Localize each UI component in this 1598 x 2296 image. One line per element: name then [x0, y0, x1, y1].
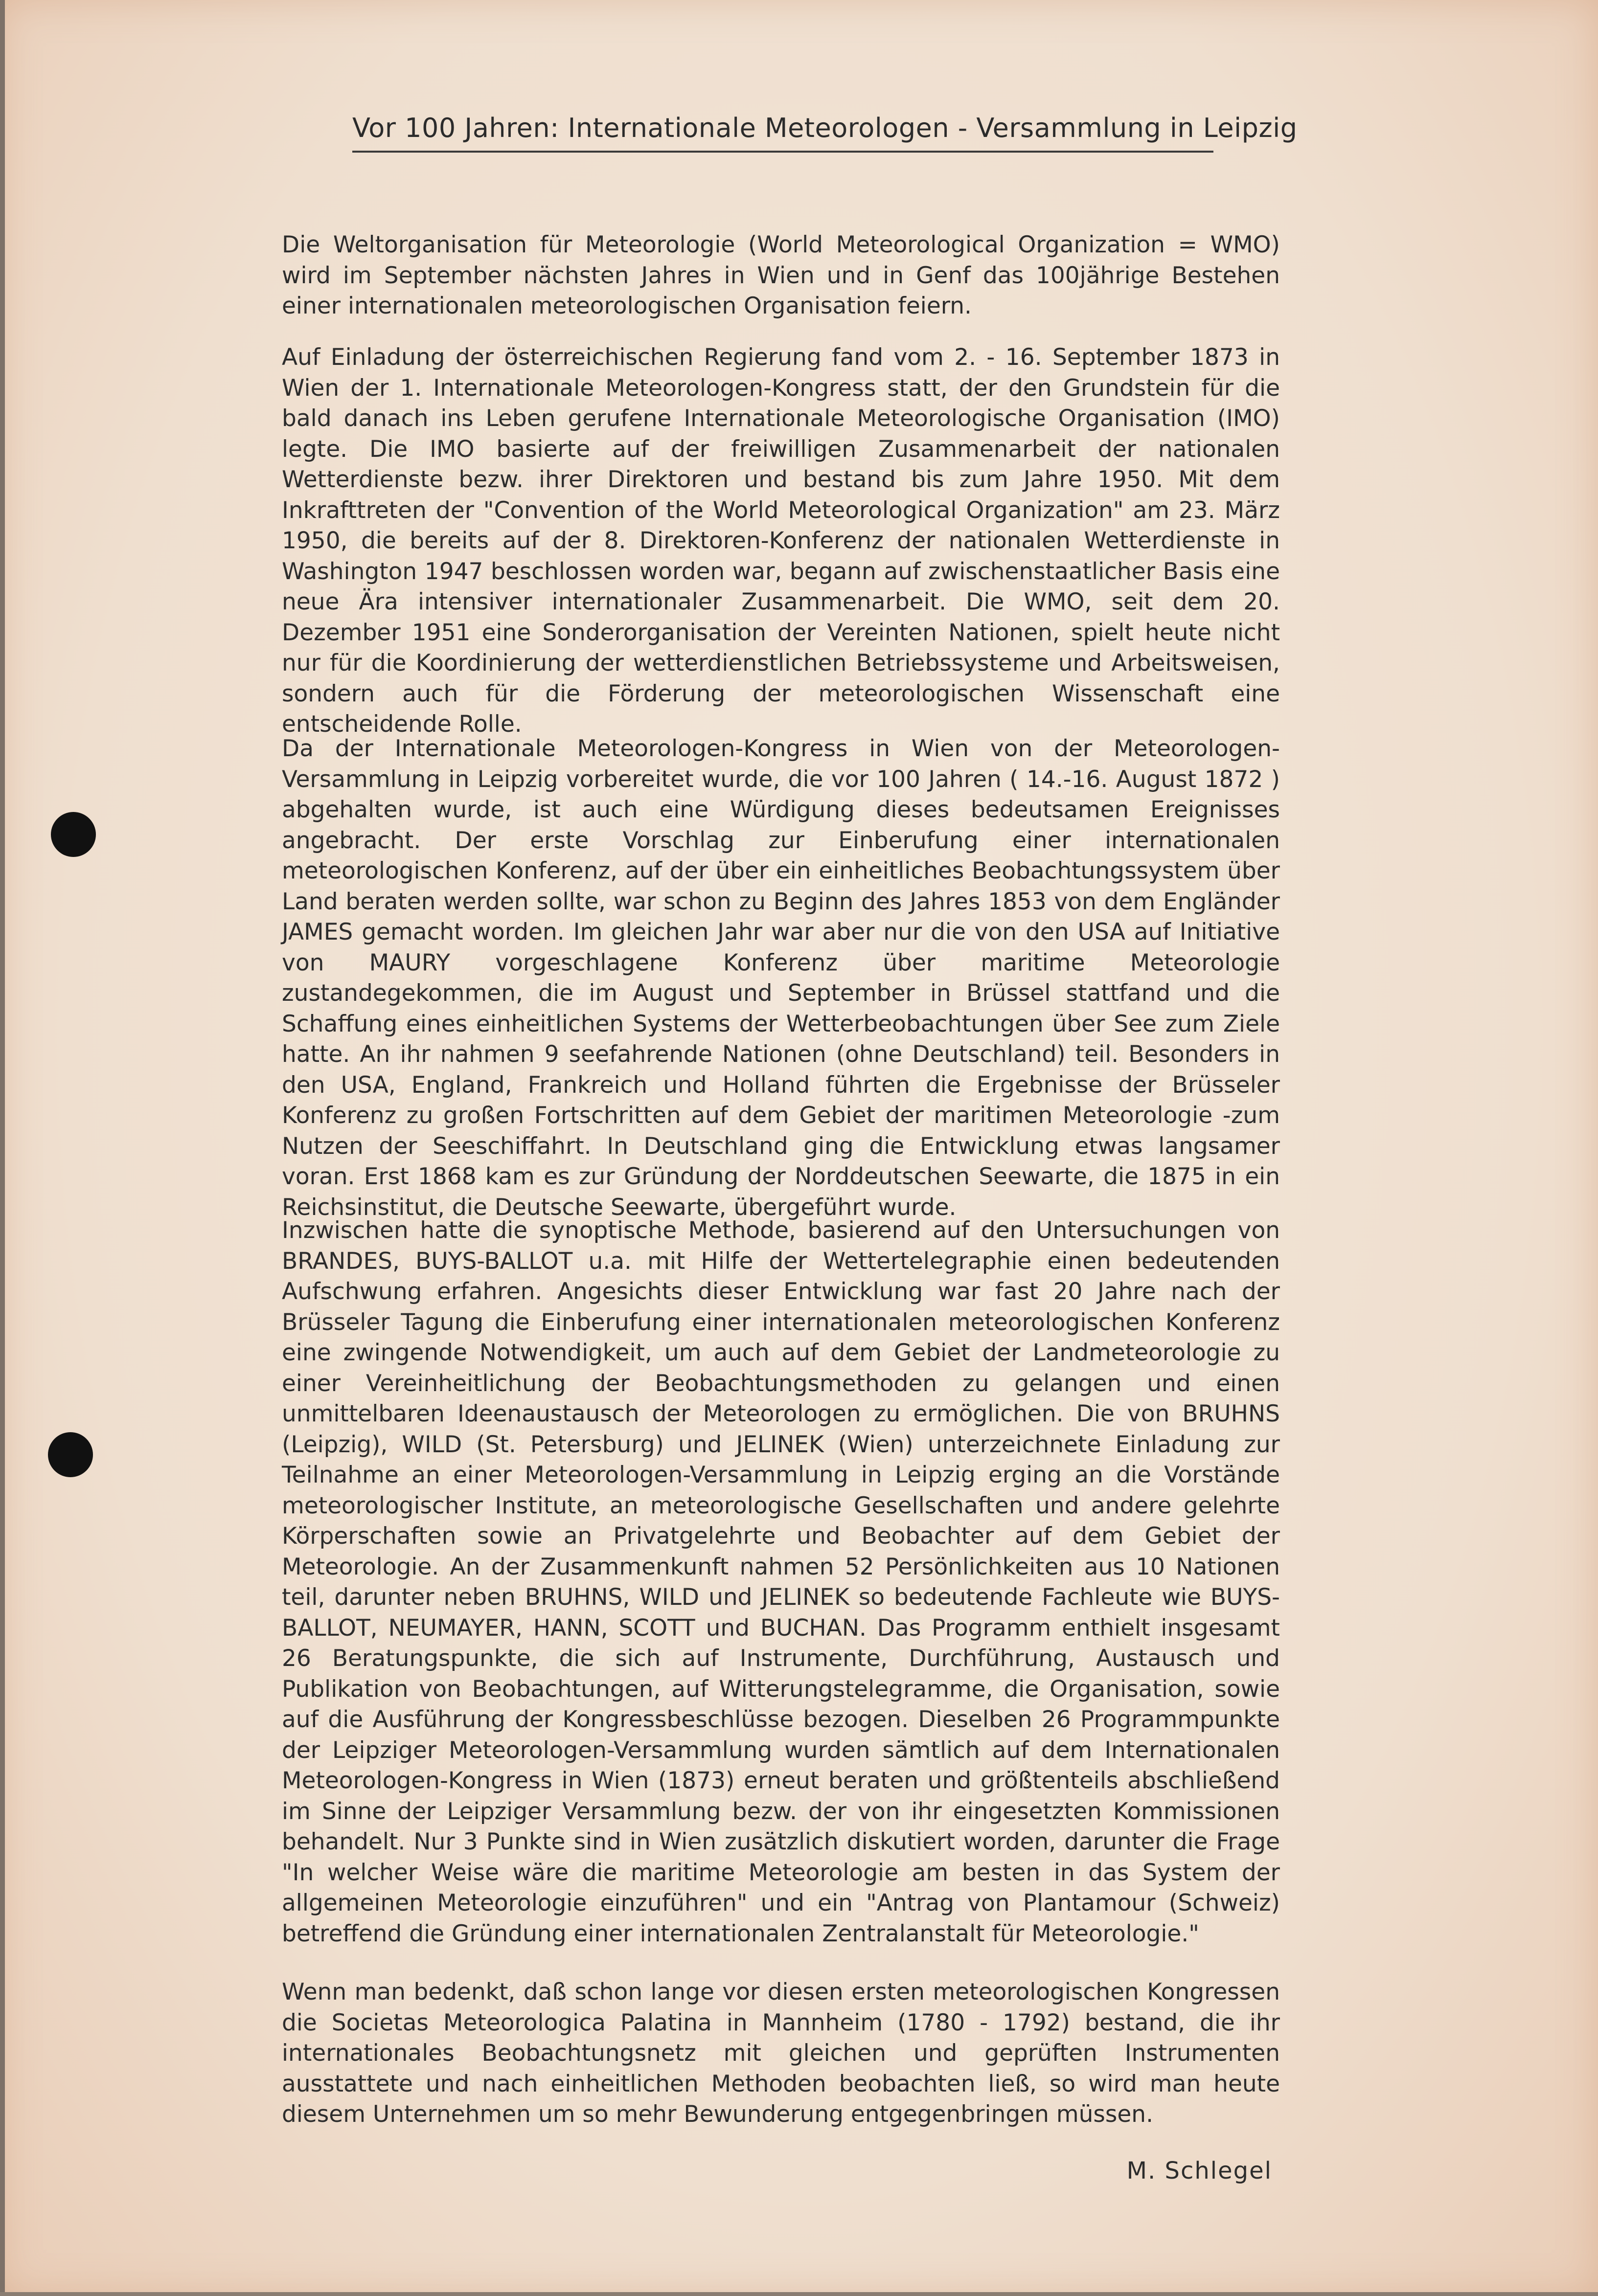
paragraph-vienna-congress: Auf Einladung der österreichischen Regierung fand vom 2. - 16. September 1873 in Wien der 1. Internationale Meteorologen-Kongress statt, der den Grundstein für die bald danach ins Leben gerufene Internationale Meteorologische Organisation (IMO) legte. Die IMO basierte auf der freiwilligen Zusammenarbeit der nationalen Wetterdienste bezw. ihrer Direktoren und bestand bis zum Jahre 1950. Mit dem Inkrafttreten der "Convention of the World Meteorological Organization" am 23. März 1950, die bereits auf der 8. Direktoren-Konferenz der nationalen Wetterdienste in Washington 1947 beschlossen worden war, begann auf zwischenstaatlicher Basis eine neue Ära intensiver internationaler Zusammenarbeit. Die WMO, seit dem 20. Dezember 1951 eine Sonderorganisation der Vereinten Nationen, spielt heute nicht nur für die Koordinierung der wetterdienstlichen Betriebssysteme und Arbeitsweisen, sondern auch für die Förderung der meteorologischen Wissenschaft eine entscheidende Rolle.: [282, 344, 1280, 738]
paragraph-leipzig-preparation: Da der Internationale Meteorologen-Kongress in Wien von der Meteorologen-Versammlung in Leipzig vorbereitet wurde, die vor 100 Jahren ( 14.-16. August 1872 ) abgehalten wurde, ist auch eine Würdigung dieses bedeutsamen Ereignisses angebracht. Der erste Vorschlag zur Einberufung einer internationalen meteorologischen Konferenz, auf der über ein einheitliches Beobachtungssystem über Land beraten werden sollte, war schon zu Beginn des Jahres 1853 von dem Engländer JAMES gemacht worden. Im gleichen Jahr war aber nur die von den USA auf Initiative von MAURY vorgeschlagene Konferenz über maritime Meteorologie zustandegekommen, die im August und September in Brüssel stattfand und die Schaffung eines einheitlichen Systems der Wetterbeobachtungen über See zum Ziele hatte. An ihr nahmen 9 seefahrende Nationen (ohne Deutschland) teil. Besonders in den USA, England, Frankreich und Holland führten die Ergebnisse der Brüsseler Konferenz zu großen Fortschritten auf dem Gebiet der maritimen Meteorologie -zum Nutzen der Seeschiffahrt. In Deutschland ging die Entwicklung etwas langsamer voran. Erst 1868 kam es zur Gründung der Norddeutschen Seewarte, die 1875 in ein Reichsinstitut, die Deutsche Seewarte, übergeführt wurde.: [282, 735, 1280, 1221]
punch-hole-bottom: [48, 1432, 93, 1477]
scan-edge-left: [0, 0, 5, 2296]
scan-edge-bottom: [0, 2292, 1598, 2296]
paragraph-wmo-anniversary: Die Weltorganisation für Meteorologie (World Meteorological Organization = WMO) wird im September nächsten Jahres in Wien und in Genf das 100jährige Bestehen einer internationalen meteorologischen Organisation feiern.: [282, 231, 1280, 319]
document-title: Vor 100 Jahren: Internationale Meteorologen - Versammlung in Leipzig: [352, 113, 1298, 143]
title-underline: [352, 151, 1213, 153]
paragraph-synoptic-method: Inzwischen hatte die synoptische Methode, basierend auf den Untersuchungen von BRANDES, BUYS-BALLOT u.a. mit Hilfe der Wettertelegraphie einen bedeutenden Aufschwung erfahren. Angesichts dieser Entwicklung war fast 20 Jahre nach der Brüsseler Tagung die Einberufung einer internationalen meteorologischen Konferenz eine zwingende Notwendigkeit, um auch auf dem Gebiet der Landmeteorologie zu einer Vereinheitlichung der Beobachtungsmethoden zu gelangen und einen unmittelbaren Ideenaustausch der Meteorologen zu ermöglichen. Die von BRUHNS (Leipzig), WILD (St. Petersburg) und JELINEK (Wien) unterzeichnete Einladung zur Teilnahme an einer Meteorologen-Versammlung in Leipzig erging an die Vorstände meteorologischer Institute, an meteorologische Gesellschaften und andere gelehrte Körperschaften sowie an Privatgelehrte und Beobachter auf dem Gebiet der Meteorologie. An der Zusammenkunft nahmen 52 Persönlichkeiten aus 10 Nationen teil, darunter neben BRUHNS, WILD und JELINEK so bedeutende Fachleute wie BUYS-BALLOT, NEUMAYER, HANN, SCOTT und BUCHAN. Das Programm enthielt insgesamt 26 Beratungspunkte, die sich auf Instrumente, Durchführung, Austausch und Publikation von Beobachtungen, auf Witterungstelegramme, die Organisation, sowie auf die Ausführung der Kongressbeschlüsse bezogen. Dieselben 26 Programmpunkte der Leipziger Meteorologen-Versammlung wurden sämtlich auf dem Internationalen Meteorologen-Kongress in Wien (1873) erneut beraten und größtenteils abschließend im Sinne der Leipziger Versammlung bezw. der von ihr eingesetzten Kommissionen behandelt. Nur 3 Punkte sind in Wien zusätzlich diskutiert worden, darunter die Frage "In welcher Weise wäre die maritime Meteorologie am besten in das System der allgemeinen Meteorologie einzuführen" und ein "Antrag von Plantamour (Schweiz) betreffend die Gründung einer internationalen Zentralanstalt für Meteorologie.": [282, 1217, 1280, 1947]
author-signature: M. Schlegel: [1126, 2157, 1272, 2184]
punch-hole-top: [51, 812, 96, 857]
paragraph-societas-palatina: Wenn man bedenkt, daß schon lange vor diesen ersten meteorologischen Kongressen die Societas Meteorologica Palatina in Mannheim (1780 - 1792) bestand, die ihr internationales Beobachtungsnetz mit gleichen und geprüften Instrumenten ausstattete und nach einheitlichen Methoden beobachten ließ, so wird man heute diesem Unternehmen um so mehr Bewunderung entgegenbringen müssen.: [282, 1979, 1280, 2128]
